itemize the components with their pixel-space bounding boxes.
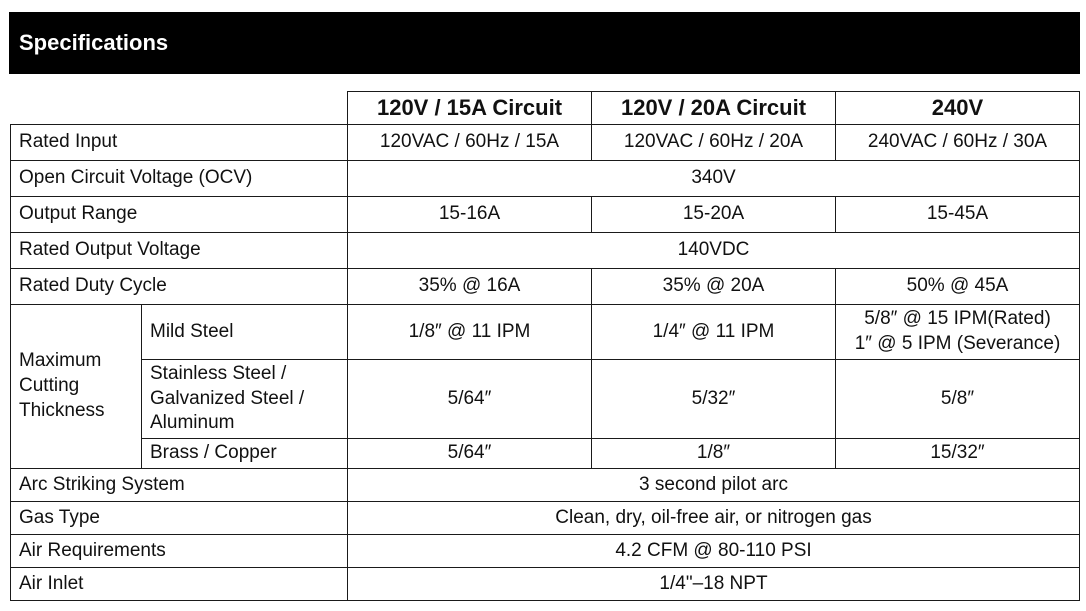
row-label-output-range: Output Range [11, 197, 348, 233]
page-title: Specifications [19, 30, 169, 55]
cell-air-inlet: 1/4"–18 NPT [348, 568, 1080, 601]
row-label-rated-output-voltage: Rated Output Voltage [11, 233, 348, 269]
cell-duty-cycle-120v-15a: 35% @ 16A [348, 269, 592, 305]
table-row-arc-striking [11, 469, 1080, 502]
cell-rated-output-voltage: 140VDC [348, 233, 1080, 269]
table-row-gas-type [11, 502, 1080, 535]
row-label-air-requirements: Air Requirements [11, 535, 348, 568]
header-row [11, 92, 1080, 125]
stainless-label-line: Galvanized Steel / [150, 387, 305, 409]
row-label-air-inlet: Air Inlet [11, 568, 348, 601]
cell-mild-steel-240v [836, 305, 1080, 360]
cell-rated-input-240v: 240VAC / 60Hz / 30A [836, 125, 1080, 161]
table-row-rated-output-voltage [11, 233, 1080, 269]
row-label-rated-duty-cycle: Rated Duty Cycle [11, 269, 348, 305]
sub-label-stainless-galvanized-aluminum [142, 360, 348, 439]
cell-stainless-120v-20a: 5/32″ [592, 360, 836, 439]
cell-stainless-120v-15a: 5/64″ [348, 360, 592, 439]
sub-label-brass-copper: Brass / Copper [142, 439, 348, 469]
column-header-120v-15a: 120V / 15A Circuit [348, 92, 592, 125]
stainless-label-line: Stainless Steel / [150, 362, 287, 384]
cell-output-range-120v-15a: 15-16A [348, 197, 592, 233]
cell-brass-120v-15a: 5/64″ [348, 439, 592, 469]
row-label-gas-type: Gas Type [11, 502, 348, 535]
table-row-mild-steel [11, 305, 1080, 360]
mild-steel-240v-line: 5/8″ @ 15 IPM(Rated) [864, 308, 1051, 330]
row-label-arc-striking: Arc Striking System [11, 469, 348, 502]
max-cutting-label-line: Cutting [19, 375, 80, 397]
cell-brass-240v: 15/32″ [836, 439, 1080, 469]
table-row-rated-duty-cycle [11, 269, 1080, 305]
mild-steel-240v-line: 1″ @ 5 IPM (Severance) [854, 333, 1061, 354]
cell-brass-120v-20a: 1/8″ [592, 439, 836, 469]
table-row-stainless [11, 360, 1080, 439]
sub-label-mild-steel: Mild Steel [142, 305, 348, 360]
header-blank-cell [11, 92, 348, 125]
cell-rated-input-120v-20a: 120VAC / 60Hz / 20A [592, 125, 836, 161]
specifications-table [10, 91, 1080, 601]
cell-mild-steel-120v-20a: 1/4″ @ 11 IPM [592, 305, 836, 360]
table-row-air-inlet [11, 568, 1080, 601]
table-row-rated-input [11, 125, 1080, 161]
table-row-air-requirements [11, 535, 1080, 568]
cell-rated-input-120v-15a: 120VAC / 60Hz / 15A [348, 125, 592, 161]
cell-output-range-120v-20a: 15-20A [592, 197, 836, 233]
max-cutting-label-line: Thickness [19, 399, 105, 421]
cell-stainless-240v: 5/8″ [836, 360, 1080, 439]
cell-arc-striking: 3 second pilot arc [348, 469, 1080, 502]
title-bar [9, 12, 1080, 74]
column-header-240v: 240V [836, 92, 1080, 125]
max-cutting-label-line: Maximum [19, 350, 102, 372]
row-label-rated-input: Rated Input [11, 125, 348, 161]
cell-ocv: 340V [348, 161, 1080, 197]
cell-duty-cycle-240v: 50% @ 45A [836, 269, 1080, 305]
table-row-output-range [11, 197, 1080, 233]
cell-gas-type: Clean, dry, oil-free air, or nitrogen gas [348, 502, 1080, 535]
cell-duty-cycle-120v-20a: 35% @ 20A [592, 269, 836, 305]
row-label-ocv: Open Circuit Voltage (OCV) [11, 161, 348, 197]
cell-mild-steel-120v-15a: 1/8″ @ 11 IPM [348, 305, 592, 360]
cell-air-requirements: 4.2 CFM @ 80-110 PSI [348, 535, 1080, 568]
table-row-brass-copper [11, 439, 1080, 469]
stainless-label-line: Aluminum [150, 412, 235, 434]
cell-output-range-240v: 15-45A [836, 197, 1080, 233]
row-label-max-cutting-thickness [11, 305, 142, 469]
table-row-ocv [11, 161, 1080, 197]
column-header-120v-20a: 120V / 20A Circuit [592, 92, 836, 125]
